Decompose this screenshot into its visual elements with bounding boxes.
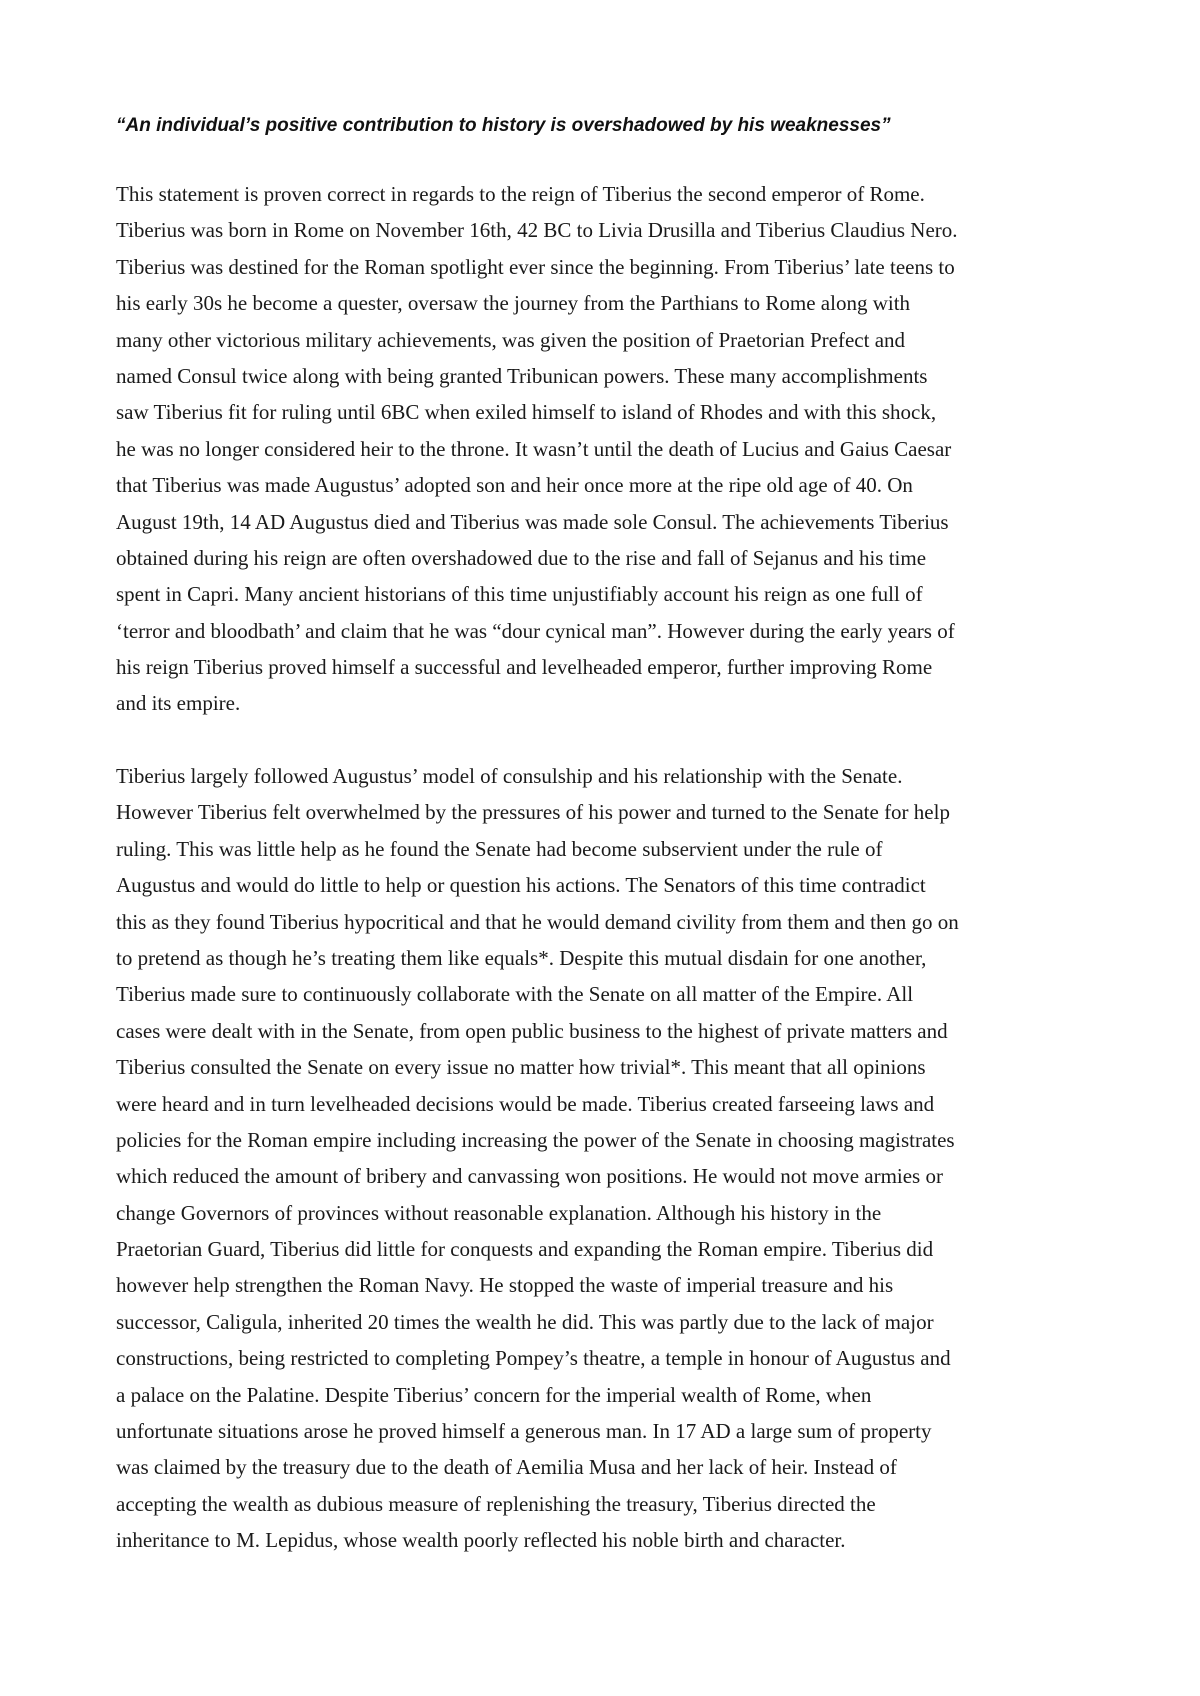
paragraph-line: Augustus and would do little to help or question his actions. The Senators of this time contradict [116, 873, 926, 898]
paragraph-line: his reign Tiberius proved himself a successful and levelheaded emperor, further improving Rome [116, 655, 933, 680]
paragraph-line: Tiberius was born in Rome on November 16th, 42 BC to Livia Drusilla and Tiberius Claudius Nero. [116, 218, 958, 243]
paragraph-line: and its empire. [116, 691, 241, 716]
paragraph-line: unfortunate situations arose he proved himself a generous man. In 17 AD a large sum of property [116, 1419, 932, 1444]
paragraph-line: Tiberius consulted the Senate on every issue no matter how trivial*. This meant that all opinions [116, 1055, 926, 1080]
paragraph-line: Praetorian Guard, Tiberius did little for conquests and expanding the Roman empire. Tiberius did [116, 1237, 934, 1262]
paragraph-line: which reduced the amount of bribery and canvassing won positions. He would not move armies or [116, 1164, 943, 1189]
paragraph-line: a palace on the Palatine. Despite Tiberius’ concern for the imperial wealth of Rome, when [116, 1382, 872, 1407]
paragraph-line: spent in Capri. Many ancient historians of this time unjustifiably account his reign as one full of [116, 582, 923, 607]
paragraph-line: saw Tiberius fit for ruling until 6BC when exiled himself to island of Rhodes and with this shock, [116, 400, 937, 425]
paragraph-line: successor, Caligula, inherited 20 times the wealth he did. This was partly due to the lack of major [116, 1309, 934, 1334]
paragraph-line: cases were dealt with in the Senate, from open public business to the highest of private matters and [116, 1018, 948, 1043]
paragraph-line: his early 30s he become a quester, oversaw the journey from the Parthians to Rome along with [116, 291, 911, 316]
paragraph-line: was claimed by the treasury due to the death of Aemilia Musa and her lack of heir. Instead of [116, 1455, 897, 1480]
paragraph-line: change Governors of provinces without reasonable explanation. Although his history in the [116, 1200, 882, 1225]
paragraph-line: Tiberius largely followed Augustus’ model of consulship and his relationship with the Senate. [116, 764, 903, 788]
paragraph-line: obtained during his reign are often overshadowed due to the rise and fall of Sejanus and his time [116, 545, 927, 570]
paragraph-line: This statement is proven correct in regards to the reign of Tiberius the second emperor of Rome. [116, 182, 925, 206]
paragraph-line: were heard and in turn levelheaded decisions would be made. Tiberius created farseeing laws and [116, 1091, 935, 1116]
paragraph-line: named Consul twice along with being granted Tribunican powers. These many accomplishments [116, 363, 928, 388]
paragraph-line: he was no longer considered heir to the throne. It wasn’t until the death of Lucius and Gaius Caesar [116, 436, 952, 461]
paragraph-2 [116, 758, 1106, 1559]
paragraph-line: accepting the wealth as dubious measure of replenishing the treasury, Tiberius directed the [116, 1491, 876, 1516]
paragraph-line: Tiberius made sure to continuously collaborate with the Senate on all matter of the Empire. All [116, 982, 914, 1007]
paragraph-line: policies for the Roman empire including increasing the power of the Senate in choosing magistrates [116, 1127, 955, 1152]
document-title: “An individual’s positive contribution to history is overshadowed by his weaknesses” [116, 115, 891, 136]
paragraph-line: this as they found Tiberius hypocritical and that he would demand civility from them and then go on [116, 909, 959, 934]
paragraph-line: to pretend as though he’s treating them like equals*. Despite this mutual disdain for one another, [116, 945, 927, 970]
paragraph-line: August 19th, 14 AD Augustus died and Tiberius was made sole Consul. The achievements Tiberius [116, 509, 949, 534]
paragraph-line: Tiberius was destined for the Roman spotlight ever since the beginning. From Tiberius’ late teens to [116, 254, 955, 279]
paragraph-line: many other victorious military achievements, was given the position of Praetorian Prefect and [116, 327, 906, 352]
paragraph-line: constructions, being restricted to completing Pompey’s theatre, a temple in honour of Augustus and [116, 1346, 951, 1371]
paragraph-line: ‘terror and bloodbath’ and claim that he was “dour cynical man”. However during the early years of [116, 618, 955, 643]
paragraph-line: ruling. This was little help as he found the Senate had become subservient under the rule of [116, 836, 883, 861]
paragraph-line: that Tiberius was made Augustus’ adopted son and heir once more at the ripe old age of 40. On [116, 473, 913, 498]
paragraph-1 [116, 176, 1106, 722]
paragraph-line: inheritance to M. Lepidus, whose wealth poorly reflected his noble birth and character. [116, 1528, 846, 1553]
paragraph-line: However Tiberius felt overwhelmed by the pressures of his power and turned to the Senate for help [116, 800, 950, 825]
paragraph-line: however help strengthen the Roman Navy. He stopped the waste of imperial treasure and his [116, 1273, 894, 1298]
